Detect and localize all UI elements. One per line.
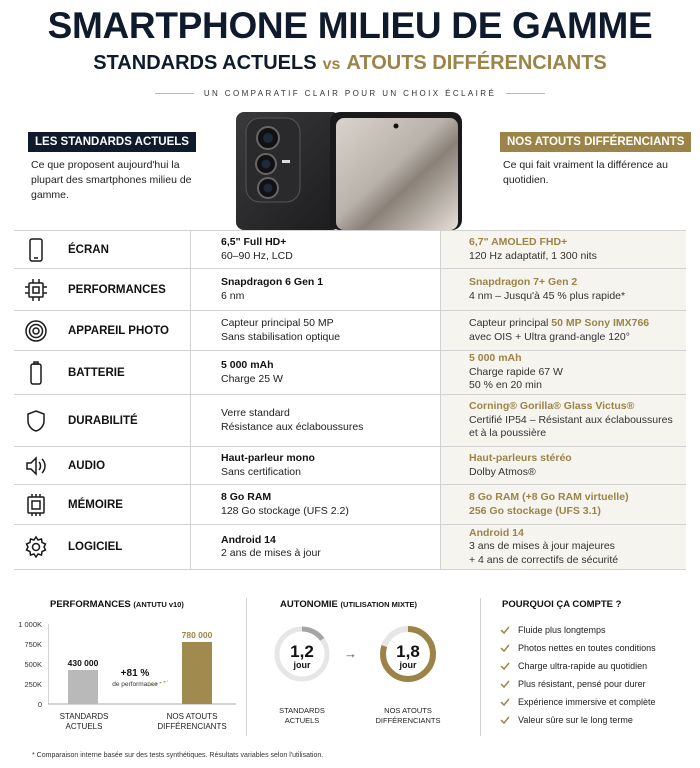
speaker-icon <box>23 453 49 479</box>
advantage-value: Android 14 3 ans de mises à jour majeures + 4 ans de correctifs de sécurité <box>440 525 686 569</box>
autonomy-panel-title: AUTONOMIE (UTILISATION MIXTE) <box>280 599 418 610</box>
standards-description: Ce que proposent aujourd'hui la plupart des smartphones milieu de gamme. <box>31 159 192 201</box>
list-item: Plus résistant, pensé pour durer <box>500 679 646 689</box>
y-tick: 0 <box>37 700 42 709</box>
autonomy-adv-value: 1,8 <box>396 642 420 661</box>
standard-value: 8 Go RAM 128 Go stockage (UFS 2.2) <box>190 485 440 524</box>
autonomy-adv-label: NOS ATOUTS DIFFÉRENCIANTS <box>375 706 441 725</box>
page-subtitle <box>0 50 700 78</box>
list-item: Expérience immersive et complète <box>500 697 656 707</box>
table-row-batterie <box>14 350 686 394</box>
arrow-right-icon: → <box>344 646 357 661</box>
advantages-label: NOS ATOUTS DIFFÉRENCIANTS <box>500 132 691 152</box>
perf-panel-title: PERFORMANCES (ANTUTU v10) <box>50 599 184 610</box>
list-item: Charge ultra-rapide au quotidien <box>500 661 647 671</box>
smartphone-image <box>236 112 462 230</box>
row-label: ÉCRAN <box>68 243 109 256</box>
y-tick: 750K <box>24 640 42 649</box>
y-tick: 500K <box>24 660 42 669</box>
list-item: Photos nettes en toutes conditions <box>500 643 656 653</box>
advantage-value: Haut-parleurs stéréo Dolby Atmos® <box>440 447 686 484</box>
checkmark-icon <box>500 697 510 707</box>
subtitle-advantages: ATOUTS DIFFÉRENCIANTS <box>346 52 607 74</box>
category-standards: STANDARDS ACTUELS <box>59 712 109 731</box>
standard-value: Capteur principal 50 MP Sans stabilisation optique <box>190 311 440 350</box>
standard-value: Snapdragon 6 Gen 1 6 nm <box>190 269 440 310</box>
autonomy-std-unit: jour <box>293 660 311 670</box>
memory-icon <box>23 492 49 518</box>
row-label: LOGICIEL <box>68 541 123 553</box>
table-row-performances <box>14 268 686 310</box>
list-item: Fluide plus longtemps <box>500 625 606 635</box>
why-panel-title: POURQUOI ÇA COMPTE ? <box>502 599 622 610</box>
shield-icon <box>23 408 49 434</box>
category-advantages: NOS ATOUTS DIFFÉRENCIANTS <box>157 712 227 731</box>
bar-advantages <box>182 642 212 704</box>
panel-divider <box>246 598 247 736</box>
comparison-table <box>14 230 686 570</box>
camera-lens-icon <box>23 318 49 344</box>
battery-icon <box>23 360 49 386</box>
table-row-ecran <box>14 230 686 268</box>
summary-panels <box>14 588 686 746</box>
tagline: UN COMPARATIF CLAIR POUR UN CHOIX ÉCLAIRÉ <box>203 88 497 98</box>
table-row-durabilite <box>14 394 686 446</box>
gain-value: +81 % <box>120 668 150 679</box>
row-label: DURABILITÉ <box>68 414 138 427</box>
chip-icon <box>23 277 49 303</box>
autonomy-adv-unit: jour <box>399 660 417 670</box>
checkmark-icon <box>500 679 510 689</box>
page-title: SMARTPHONE MILIEU DE GAMME <box>47 5 653 46</box>
row-label: PERFORMANCES <box>68 283 166 296</box>
footnote: * Comparaison interne basée sur des tests synthétiques. Résultats variables selon l'utilisation. <box>32 752 324 759</box>
gain-label: de performance <box>112 681 158 688</box>
autonomy-std-label: STANDARDS ACTUELS <box>279 706 325 725</box>
table-row-logiciel <box>14 524 686 570</box>
table-row-audio <box>14 446 686 484</box>
subtitle-standards: STANDARDS ACTUELS <box>93 52 317 74</box>
advantage-value: 8 Go RAM (+8 Go RAM virtuelle) 256 Go stockage (UFS 3.1) <box>440 485 686 524</box>
panel-divider <box>480 598 481 736</box>
checkmark-icon <box>500 625 510 635</box>
advantage-value: 5 000 mAh Charge rapide 67 W 50 % en 20 min <box>440 351 686 394</box>
row-label: APPAREIL PHOTO <box>68 324 169 337</box>
table-row-appareil-photo <box>14 310 686 350</box>
gear-icon <box>23 534 49 560</box>
advantage-value: Capteur principal 50 MP Sony IMX766 avec OIS + Ultra grand-angle 120° <box>440 311 686 350</box>
standard-value: Haut-parleur mono Sans certification <box>190 447 440 484</box>
row-label: BATTERIE <box>68 366 125 379</box>
row-label: AUDIO <box>68 459 106 472</box>
standards-label: LES STANDARDS ACTUELS <box>28 132 196 152</box>
checkmark-icon <box>500 643 510 653</box>
advantage-value: Snapdragon 7+ Gen 2 4 nm – Jusqu'à 45 % plus rapide* <box>440 269 686 310</box>
bar-value-standards: 430 000 <box>67 657 99 668</box>
list-item: Valeur sûre sur le long terme <box>500 715 633 725</box>
tagline-divider <box>155 86 545 100</box>
table-row-memoire <box>14 484 686 524</box>
row-label: MÉMOIRE <box>68 498 123 511</box>
standard-value: 6,5" Full HD+ 60–90 Hz, LCD <box>190 231 440 268</box>
advantage-value: Corning® Gorilla® Glass Victus® Certifié IP54 – Résistant aux éclaboussures et à la poussière <box>440 395 686 446</box>
advantage-value: 6,7" AMOLED FHD+ 120 Hz adaptatif, 1 300 nits <box>440 231 686 268</box>
y-tick: 1 000K <box>18 620 42 629</box>
autonomy-std-value: 1,2 <box>290 642 314 661</box>
checkmark-icon <box>500 661 510 671</box>
smartphone-icon <box>23 237 49 263</box>
checkmark-icon <box>500 715 510 725</box>
standard-value: 5 000 mAh Charge 25 W <box>190 351 440 394</box>
advantages-description: Ce qui fait vraiment la différence au quotidien. <box>503 159 668 186</box>
subtitle-vs: vs <box>322 56 341 73</box>
bar-value-advantages: 780 000 <box>181 629 213 640</box>
y-tick: 250K <box>24 680 42 689</box>
standard-value: Verre standard Résistance aux éclaboussures <box>190 395 440 446</box>
bar-standards <box>68 670 98 704</box>
standard-value: Android 14 2 ans de mises à jour <box>190 525 440 569</box>
